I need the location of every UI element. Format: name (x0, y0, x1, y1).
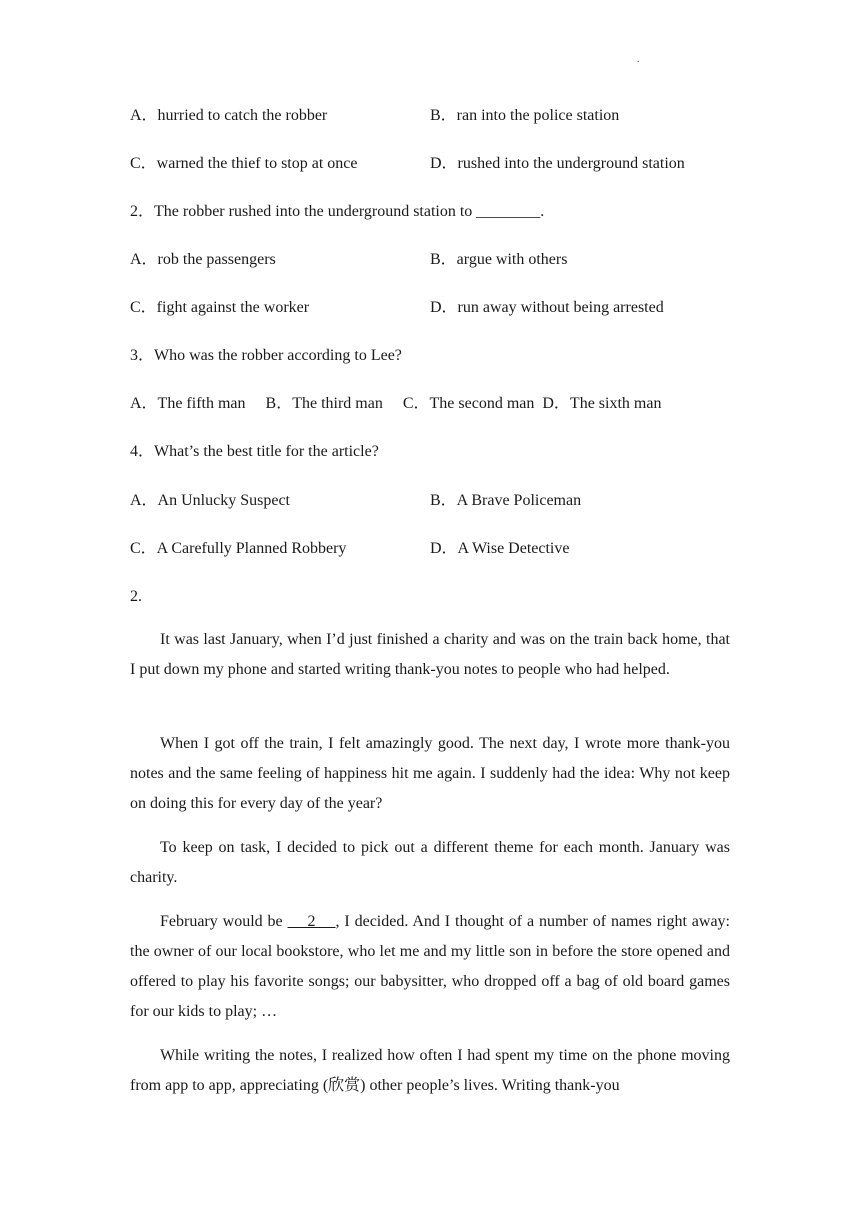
q1-option-d: D．rushed into the underground station (430, 155, 685, 172)
p4-before: February would be (160, 913, 288, 930)
q3-options: A．The fifth man B．The third man C．The second man D．The sixth man (130, 395, 662, 412)
q4-stem: 4．What’s the best title for the article? (130, 443, 379, 460)
passage-paragraph-4 (130, 907, 730, 1027)
passage-paragraph-2: When I got off the train, I felt amazingly good. The next day, I wrote more thank-you notes and the same feeling of happiness hit me again. I suddenly had the idea: Why not keep on doing this for every day of the year? (130, 735, 730, 812)
q2-stem: 2．The robber rushed into the underground station to ________. (130, 203, 545, 220)
q4-option-b: B．A Brave Policeman (430, 492, 582, 509)
q1-option-a: A．hurried to catch the robber (130, 107, 328, 124)
q2-option-c: C．fight against the worker (130, 299, 310, 316)
q2-option-d: D．run away without being arrested (430, 299, 664, 316)
q3-stem: 3．Who was the robber according to Lee? (130, 347, 402, 364)
q2-option-a: A．rob the passengers (130, 251, 276, 268)
p4-after: , I decided. And I thought of a number of names right away: the owner of our local bookstore, who let me and my little son in before the store opened and offered to play his favorite songs; our babysitter, who dropped off a bag of old board games for our kids to play; … (130, 913, 731, 1020)
passage-paragraph-1: It was last January, when I’d just finished a charity and was on the train back home, that I put down my phone and started writing thank-you notes to people who had helped. (130, 631, 730, 678)
q4-option-a: A．An Unlucky Suspect (130, 492, 290, 509)
passage-paragraph-3: To keep on task, I decided to pick out a different theme for each month. January was charity. (130, 839, 730, 886)
q4-option-c: C．A Carefully Planned Robbery (130, 540, 347, 557)
q1-option-c: C．warned the thief to stop at once (130, 155, 358, 172)
passage-paragraph-5: While writing the notes, I realized how often I had spent my time on the phone moving from app to app, appreciating (欣赏) other people’s lives. Writing thank-you (130, 1047, 730, 1094)
q4-option-d: D．A Wise Detective (430, 540, 570, 557)
header-mark: . (637, 54, 640, 65)
q1-option-b: B．ran into the police station (430, 107, 620, 124)
section-number: 2. (130, 588, 142, 605)
q2-option-b: B．argue with others (430, 251, 568, 268)
blank-2: 2 (287, 913, 336, 930)
